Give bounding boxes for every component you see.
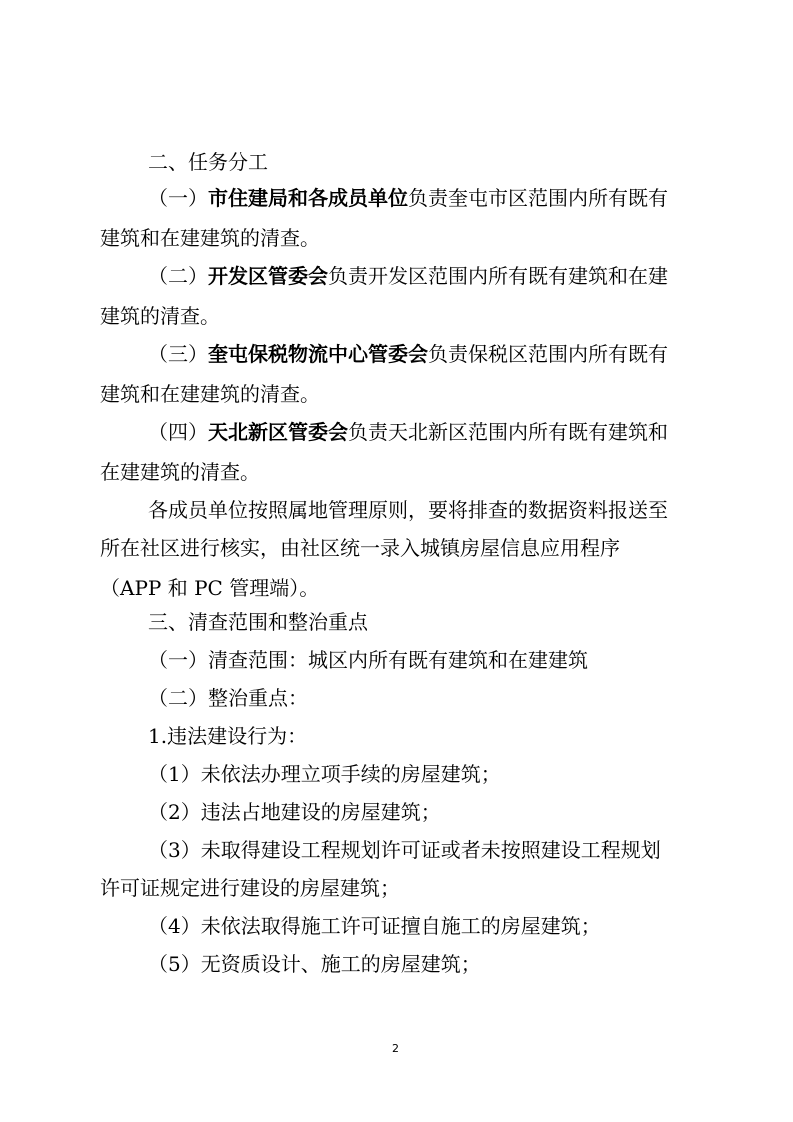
paragraph-line-2: 所在社区进行核实，由社区统一录入城镇房屋信息应用程序: [100, 536, 620, 560]
list-item-2: （2）违法占地建设的房屋建筑；: [148, 800, 441, 824]
item-2-line-1: [148, 262, 668, 290]
section-heading-task-division: 二、任务分工: [148, 150, 268, 174]
scope-line: （一）清查范围：城区内所有既有建筑和在建建筑: [148, 648, 588, 672]
item-3-number: （三）: [148, 342, 208, 366]
list-item-4: （4）未依法取得施工许可证擅自施工的房屋建筑；: [148, 914, 601, 938]
list-item-1: （1）未依法办理立项手续的房屋建筑；: [148, 762, 501, 786]
item-2-number: （二）: [148, 264, 208, 288]
item-1-text: 负责奎屯市区范围内所有既有: [408, 186, 668, 210]
item-3-line-1: [148, 340, 668, 368]
item-4-number: （四）: [148, 420, 208, 444]
item-3-text: 负责保税区范围内所有既有: [428, 342, 668, 366]
item-4-org: 天北新区管委会: [208, 420, 348, 444]
illegal-construction-title: 1.违法建设行为：: [148, 724, 308, 748]
item-2-line-2: 建筑的清查。: [100, 304, 220, 328]
paragraph-line-1: 各成员单位按照属地管理原则，要将排查的数据资料报送至: [148, 498, 668, 522]
focus-line: （二）整治重点：: [148, 686, 308, 710]
item-2-text: 负责开发区范围内所有既有建筑和在建: [328, 264, 668, 288]
page-number: 2: [392, 1042, 399, 1055]
item-3-line-2: 建筑和在建建筑的清查。: [100, 382, 320, 406]
item-1-line-1: [148, 184, 668, 212]
list-item-5: （5）无资质设计、施工的房屋建筑；: [148, 952, 481, 976]
item-1-number: （一）: [148, 186, 208, 210]
item-4-line-1: [148, 418, 668, 446]
list-item-3-line-1: （3）未取得建设工程规划许可证或者未按照建设工程规划: [148, 838, 661, 862]
item-2-org: 开发区管委会: [208, 264, 328, 288]
paragraph-line-3: （APP 和 PC 管理端）。: [100, 576, 320, 600]
item-3-org: 奎屯保税物流中心管委会: [208, 342, 428, 366]
section-heading-scope: 三、清查范围和整治重点: [148, 610, 368, 634]
item-4-text: 负责天北新区范围内所有既有建筑和: [348, 420, 668, 444]
list-item-3-line-2: 许可证规定进行建设的房屋建筑；: [100, 876, 400, 900]
item-1-org: 市住建局和各成员单位: [208, 186, 408, 210]
item-1-line-2: 建筑和在建建筑的清查。: [100, 226, 320, 250]
item-4-line-2: 在建建筑的清查。: [100, 460, 260, 484]
